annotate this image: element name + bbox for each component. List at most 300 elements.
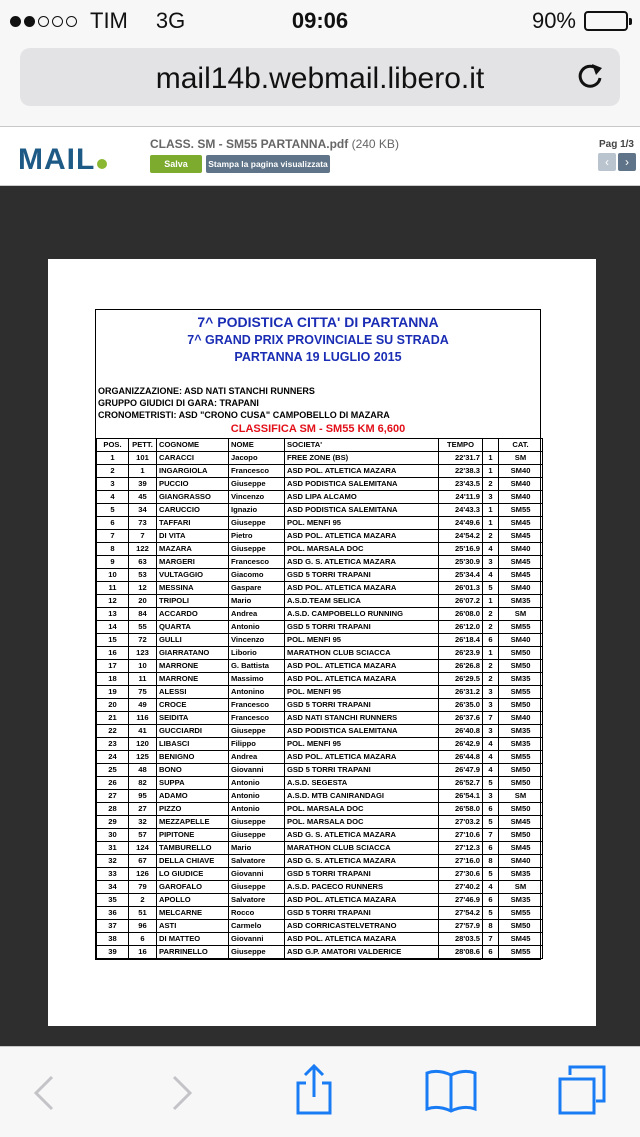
network-type: 3G <box>155 8 186 33</box>
cell-time: 26'08.0 <box>439 608 483 621</box>
cell-bib: 84 <box>129 608 157 621</box>
print-page-button[interactable]: Stampa la pagina visualizzata <box>206 155 330 173</box>
cell-category: SM50 <box>499 660 543 673</box>
table-row <box>97 946 543 959</box>
cell-category: SM45 <box>499 842 543 855</box>
table-row <box>97 504 543 517</box>
cell-bib: 6 <box>129 933 157 946</box>
cell-pos: 39 <box>97 946 129 959</box>
doc-date: PARTANNA 19 LUGLIO 2015 <box>234 350 402 364</box>
table-row <box>97 738 543 751</box>
cell-time: 26'37.6 <box>439 712 483 725</box>
cell-club: A.S.D. PACECO RUNNERS <box>285 881 439 894</box>
cell-category: SM45 <box>499 556 543 569</box>
back-icon[interactable] <box>30 1073 56 1113</box>
table-row <box>97 673 543 686</box>
cell-category: SM40 <box>499 634 543 647</box>
cell-name: Vincenzo <box>229 634 285 647</box>
cell-pos: 29 <box>97 816 129 829</box>
cell-category: SM35 <box>499 725 543 738</box>
cell-rank: 3 <box>483 686 499 699</box>
cell-rank: 3 <box>483 699 499 712</box>
cell-bib: 49 <box>129 699 157 712</box>
cell-time: 26'40.8 <box>439 725 483 738</box>
pdf-page <box>48 259 596 1026</box>
cell-rank: 7 <box>483 829 499 842</box>
cell-category: SM50 <box>499 647 543 660</box>
cell-name: Filippo <box>229 738 285 751</box>
cell-time: 27'16.0 <box>439 855 483 868</box>
cell-name: Francesco <box>229 556 285 569</box>
cell-surname: DI MATTEO <box>157 933 229 946</box>
cell-rank: 1 <box>483 517 499 530</box>
cell-name: Jacopo <box>229 452 285 465</box>
cell-bib: 10 <box>129 660 157 673</box>
cell-surname: CARACCI <box>157 452 229 465</box>
cell-time: 24'54.2 <box>439 530 483 543</box>
reload-icon[interactable] <box>574 60 606 92</box>
cell-time: 26'31.2 <box>439 686 483 699</box>
cell-rank: 4 <box>483 543 499 556</box>
cell-category: SM45 <box>499 933 543 946</box>
cell-rank: 1 <box>483 504 499 517</box>
cell-name: Antonino <box>229 686 285 699</box>
cell-club: FREE ZONE (BS) <box>285 452 439 465</box>
cell-bib: 120 <box>129 738 157 751</box>
cell-category: SM40 <box>499 491 543 504</box>
cell-rank: 4 <box>483 751 499 764</box>
cell-time: 24'11.9 <box>439 491 483 504</box>
cell-pos: 24 <box>97 751 129 764</box>
carrier-name: TIM <box>90 8 128 33</box>
table-row <box>97 699 543 712</box>
cell-pos: 4 <box>97 491 129 504</box>
cell-surname: TAMBURELLO <box>157 842 229 855</box>
cell-time: 26'44.8 <box>439 751 483 764</box>
tabs-icon[interactable] <box>556 1065 608 1115</box>
cell-club: MARATHON CLUB SCIACCA <box>285 647 439 660</box>
battery-percent: 90% <box>531 8 576 33</box>
table-row <box>97 543 543 556</box>
cell-bib: 12 <box>129 582 157 595</box>
cell-pos: 32 <box>97 855 129 868</box>
cell-rank: 2 <box>483 608 499 621</box>
cell-club: GSD 5 TORRI TRAPANI <box>285 621 439 634</box>
cell-pos: 21 <box>97 712 129 725</box>
cell-surname: GULLI <box>157 634 229 647</box>
next-page-icon[interactable]: › <box>618 153 636 171</box>
cell-name: Giuseppe <box>229 829 285 842</box>
cell-club: GSD 5 TORRI TRAPANI <box>285 699 439 712</box>
cell-bib: 57 <box>129 829 157 842</box>
cell-pos: 26 <box>97 777 129 790</box>
table-row <box>97 530 543 543</box>
cell-rank: 6 <box>483 803 499 816</box>
logo-text: MAIL <box>18 143 96 176</box>
results-table <box>96 438 543 959</box>
cell-surname: GIARRATANO <box>157 647 229 660</box>
cell-rank: 4 <box>483 764 499 777</box>
cell-club: ASD PODISTICA SALEMITANA <box>285 725 439 738</box>
save-button[interactable]: Salva <box>150 155 202 173</box>
cell-rank: 2 <box>483 530 499 543</box>
cell-surname: INGARGIOLA <box>157 465 229 478</box>
cell-surname: TAFFARI <box>157 517 229 530</box>
cell-category: SM55 <box>499 621 543 634</box>
cell-name: Andrea <box>229 751 285 764</box>
cell-time: 26'35.0 <box>439 699 483 712</box>
cell-pos: 17 <box>97 660 129 673</box>
cell-club: ASD POL. ATLETICA MAZARA <box>285 465 439 478</box>
doc-title: 7^ PODISTICA CITTA' DI PARTANNA <box>197 314 439 330</box>
cell-club: ASD G. S. ATLETICA MAZARA <box>285 829 439 842</box>
cell-name: Giovanni <box>229 933 285 946</box>
attachment-name <box>150 137 399 151</box>
cell-time: 27'30.6 <box>439 868 483 881</box>
prev-page-icon[interactable]: ‹ <box>598 153 616 171</box>
cell-bib: 101 <box>129 452 157 465</box>
cell-rank: 1 <box>483 452 499 465</box>
table-row <box>97 634 543 647</box>
cell-pos: 3 <box>97 478 129 491</box>
cell-category: SM40 <box>499 543 543 556</box>
cell-name: Massimo <box>229 673 285 686</box>
cell-club: ASD POL. ATLETICA MAZARA <box>285 530 439 543</box>
cell-name: Antonio <box>229 777 285 790</box>
mail-viewer-header <box>0 127 640 186</box>
table-row <box>97 660 543 673</box>
cell-name: Giuseppe <box>229 725 285 738</box>
cell-rank: 1 <box>483 595 499 608</box>
file-name: CLASS. SM - SM55 PARTANNA.pdf <box>150 137 349 151</box>
table-row <box>97 894 543 907</box>
cell-surname: MARRONE <box>157 660 229 673</box>
cell-rank: 7 <box>483 712 499 725</box>
cell-time: 27'46.9 <box>439 894 483 907</box>
cell-surname: MESSINA <box>157 582 229 595</box>
cell-category: SM40 <box>499 855 543 868</box>
cell-bib: 53 <box>129 569 157 582</box>
table-row <box>97 595 543 608</box>
cell-surname: PUCCIO <box>157 478 229 491</box>
column-header-club: SOCIETA' <box>285 439 439 452</box>
cell-club: POL. MARSALA DOC <box>285 803 439 816</box>
table-row <box>97 933 543 946</box>
cell-category: SM55 <box>499 504 543 517</box>
cell-category: SM45 <box>499 816 543 829</box>
cell-surname: MELCARNE <box>157 907 229 920</box>
cell-category: SM35 <box>499 673 543 686</box>
column-header-pos: POS. <box>97 439 129 452</box>
forward-icon[interactable] <box>170 1073 196 1113</box>
cell-rank: 5 <box>483 582 499 595</box>
cell-surname: DELLA CHIAVE <box>157 855 229 868</box>
cell-surname: VULTAGGIO <box>157 569 229 582</box>
cell-pos: 35 <box>97 894 129 907</box>
cell-name: Antonio <box>229 790 285 803</box>
table-row <box>97 647 543 660</box>
cell-category: SM40 <box>499 712 543 725</box>
cell-rank: 2 <box>483 660 499 673</box>
cell-bib: 73 <box>129 517 157 530</box>
table-row <box>97 465 543 478</box>
url-text[interactable]: mail14b.webmail.libero.it <box>155 62 485 95</box>
cell-category: SM35 <box>499 738 543 751</box>
cell-club: GSD 5 TORRI TRAPANI <box>285 868 439 881</box>
cell-rank: 4 <box>483 881 499 894</box>
cell-category: SM40 <box>499 478 543 491</box>
cell-time: 27'54.2 <box>439 907 483 920</box>
cell-time: 28'03.5 <box>439 933 483 946</box>
cell-club: ASD POL. ATLETICA MAZARA <box>285 660 439 673</box>
timekeepers-line: CRONOMETRISTI: ASD "CRONO CUSA" CAMPOBELLO DI MAZARA <box>98 410 390 420</box>
table-row <box>97 855 543 868</box>
cell-pos: 25 <box>97 764 129 777</box>
cell-pos: 10 <box>97 569 129 582</box>
cell-rank: 2 <box>483 478 499 491</box>
cell-pos: 38 <box>97 933 129 946</box>
address-bar[interactable] <box>20 48 620 106</box>
cell-name: Giuseppe <box>229 543 285 556</box>
cell-surname: ACCARDO <box>157 608 229 621</box>
cell-pos: 13 <box>97 608 129 621</box>
cell-name: Vincenzo <box>229 491 285 504</box>
table-row <box>97 790 543 803</box>
cell-pos: 8 <box>97 543 129 556</box>
cell-bib: 20 <box>129 595 157 608</box>
cell-surname: PIPITONE <box>157 829 229 842</box>
cell-category: SM35 <box>499 868 543 881</box>
table-row <box>97 751 543 764</box>
cell-name: Carmelo <box>229 920 285 933</box>
cell-rank: 2 <box>483 621 499 634</box>
cell-bib: 124 <box>129 842 157 855</box>
cell-surname: DI VITA <box>157 530 229 543</box>
cell-club: ASD PODISTICA SALEMITANA <box>285 504 439 517</box>
cell-bib: 27 <box>129 803 157 816</box>
table-row <box>97 712 543 725</box>
classification-title: CLASSIFICA SM - SM55 KM 6,600 <box>230 423 406 435</box>
cell-rank: 7 <box>483 933 499 946</box>
cell-bib: 48 <box>129 764 157 777</box>
cell-time: 26'52.7 <box>439 777 483 790</box>
cell-club: ASD POL. ATLETICA MAZARA <box>285 894 439 907</box>
cell-pos: 22 <box>97 725 129 738</box>
mail-logo <box>18 143 107 177</box>
cell-bib: 45 <box>129 491 157 504</box>
cell-pos: 5 <box>97 504 129 517</box>
logo-dot-icon <box>97 159 107 169</box>
cell-pos: 30 <box>97 829 129 842</box>
cell-pos: 12 <box>97 595 129 608</box>
cell-pos: 14 <box>97 621 129 634</box>
cell-bib: 63 <box>129 556 157 569</box>
cell-bib: 11 <box>129 673 157 686</box>
cell-time: 26'12.0 <box>439 621 483 634</box>
cell-name: Liborio <box>229 647 285 660</box>
cell-club: POL. MENFI 95 <box>285 686 439 699</box>
cell-pos: 18 <box>97 673 129 686</box>
cell-name: Francesco <box>229 465 285 478</box>
cell-bib: 96 <box>129 920 157 933</box>
cell-pos: 1 <box>97 452 129 465</box>
cell-bib: 2 <box>129 894 157 907</box>
column-header-name: NOME <box>229 439 285 452</box>
share-icon[interactable] <box>294 1063 334 1117</box>
cell-time: 27'10.6 <box>439 829 483 842</box>
cell-category: SM50 <box>499 920 543 933</box>
cell-category: SM45 <box>499 517 543 530</box>
cell-name: Giovanni <box>229 764 285 777</box>
cell-name: Giacomo <box>229 569 285 582</box>
cell-name: Giuseppe <box>229 816 285 829</box>
cell-surname: BONO <box>157 764 229 777</box>
doc-subtitle: 7^ GRAND PRIX PROVINCIALE SU STRADA <box>187 333 449 347</box>
table-row <box>97 725 543 738</box>
cell-bib: 125 <box>129 751 157 764</box>
cell-time: 26'01.3 <box>439 582 483 595</box>
cell-club: A.S.D. MTB CANIRANDAGI <box>285 790 439 803</box>
cell-pos: 31 <box>97 842 129 855</box>
cell-time: 22'31.7 <box>439 452 483 465</box>
cell-surname: GAROFALO <box>157 881 229 894</box>
cell-surname: MARRONE <box>157 673 229 686</box>
cell-club: ASD G. S. ATLETICA MAZARA <box>285 556 439 569</box>
table-row <box>97 816 543 829</box>
cell-name: Salvatore <box>229 855 285 868</box>
cell-time: 27'40.2 <box>439 881 483 894</box>
cell-category: SM55 <box>499 946 543 959</box>
cell-surname: MAZARA <box>157 543 229 556</box>
cell-pos: 28 <box>97 803 129 816</box>
cell-time: 26'18.4 <box>439 634 483 647</box>
cell-category: SM45 <box>499 569 543 582</box>
column-header-bib: PETT. <box>129 439 157 452</box>
cell-category: SM50 <box>499 699 543 712</box>
cell-club: POL. MENFI 95 <box>285 738 439 751</box>
cell-rank: 3 <box>483 556 499 569</box>
table-row <box>97 621 543 634</box>
cell-pos: 15 <box>97 634 129 647</box>
cell-rank: 5 <box>483 907 499 920</box>
cell-time: 24'49.6 <box>439 517 483 530</box>
cell-category: SM50 <box>499 777 543 790</box>
cell-name: Giuseppe <box>229 881 285 894</box>
cell-rank: 5 <box>483 868 499 881</box>
cell-bib: 116 <box>129 712 157 725</box>
cell-pos: 20 <box>97 699 129 712</box>
cell-time: 26'47.9 <box>439 764 483 777</box>
judges-line: GRUPPO GIUDICI DI GARA: TRAPANI <box>98 398 259 408</box>
table-row <box>97 829 543 842</box>
page-navigation <box>596 153 636 171</box>
cell-bib: 32 <box>129 816 157 829</box>
table-row <box>97 803 543 816</box>
cell-club: ASD G.P. AMATORI VALDERICE <box>285 946 439 959</box>
cell-bib: 122 <box>129 543 157 556</box>
cell-bib: 67 <box>129 855 157 868</box>
page-indicator: Pag 1/3 <box>598 139 634 150</box>
table-row <box>97 556 543 569</box>
cell-surname: ALESSI <box>157 686 229 699</box>
cell-surname: MEZZAPELLE <box>157 816 229 829</box>
cell-time: 26'58.0 <box>439 803 483 816</box>
cell-name: Rocco <box>229 907 285 920</box>
column-header-time: TEMPO <box>439 439 483 452</box>
cell-surname: LIBASCI <box>157 738 229 751</box>
cell-pos: 7 <box>97 530 129 543</box>
cell-club: ASD NATI STANCHI RUNNERS <box>285 712 439 725</box>
cell-pos: 19 <box>97 686 129 699</box>
cell-time: 27'57.9 <box>439 920 483 933</box>
cell-club: GSD 5 TORRI TRAPANI <box>285 569 439 582</box>
cell-rank: 1 <box>483 647 499 660</box>
cell-club: A.S.D. CAMPOBELLO RUNNING <box>285 608 439 621</box>
cell-bib: 55 <box>129 621 157 634</box>
cell-club: POL. MENFI 95 <box>285 517 439 530</box>
cell-rank: 2 <box>483 673 499 686</box>
cell-category: SM <box>499 881 543 894</box>
cell-club: ASD G. S. ATLETICA MAZARA <box>285 855 439 868</box>
cell-surname: PARRINELLO <box>157 946 229 959</box>
cell-rank: 6 <box>483 894 499 907</box>
cell-time: 28'08.6 <box>439 946 483 959</box>
cell-club: POL. MARSALA DOC <box>285 816 439 829</box>
cell-club: MARATHON CLUB SCIACCA <box>285 842 439 855</box>
table-row <box>97 881 543 894</box>
browser-address-area <box>0 40 640 127</box>
cell-pos: 27 <box>97 790 129 803</box>
table-header-row <box>97 439 543 452</box>
cell-time: 25'34.4 <box>439 569 483 582</box>
table-row <box>97 868 543 881</box>
cell-rank: 4 <box>483 569 499 582</box>
cell-name: Antonio <box>229 621 285 634</box>
cell-category: SM45 <box>499 530 543 543</box>
cell-club: ASD POL. ATLETICA MAZARA <box>285 673 439 686</box>
cell-bib: 75 <box>129 686 157 699</box>
table-row <box>97 569 543 582</box>
cell-name: Salvatore <box>229 894 285 907</box>
table-row <box>97 920 543 933</box>
bookmarks-icon[interactable] <box>424 1067 478 1113</box>
cell-rank: 8 <box>483 855 499 868</box>
table-row <box>97 452 543 465</box>
organizer-line: ORGANIZZAZIONE: ASD NATI STANCHI RUNNERS <box>98 386 315 396</box>
cell-name: Mario <box>229 842 285 855</box>
table-row <box>97 842 543 855</box>
cell-category: SM40 <box>499 582 543 595</box>
cell-time: 26'42.9 <box>439 738 483 751</box>
column-header-rank <box>483 439 499 452</box>
file-size: (240 KB) <box>351 137 399 151</box>
cell-time: 26'23.9 <box>439 647 483 660</box>
cell-pos: 36 <box>97 907 129 920</box>
cell-name: G. Battista <box>229 660 285 673</box>
cell-club: ASD LIPA ALCAMO <box>285 491 439 504</box>
cell-club: ASD POL. ATLETICA MAZARA <box>285 751 439 764</box>
cell-category: SM35 <box>499 595 543 608</box>
cell-bib: 16 <box>129 946 157 959</box>
cell-name: Giuseppe <box>229 517 285 530</box>
cell-bib: 79 <box>129 881 157 894</box>
status-bar <box>0 0 640 40</box>
cell-name: Andrea <box>229 608 285 621</box>
table-row <box>97 491 543 504</box>
cell-bib: 39 <box>129 478 157 491</box>
cell-category: SM55 <box>499 751 543 764</box>
cell-bib: 72 <box>129 634 157 647</box>
